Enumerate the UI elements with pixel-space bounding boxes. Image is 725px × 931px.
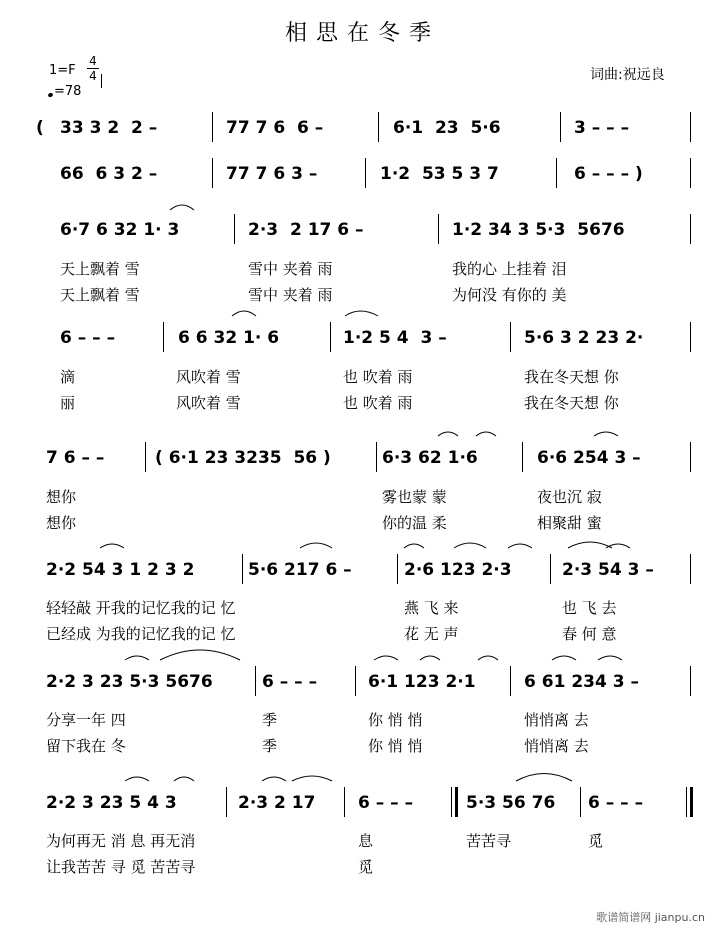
segment: 6 – – – bbox=[60, 328, 116, 348]
segment: ( bbox=[36, 118, 44, 138]
lyric: 风吹着 雪 bbox=[176, 368, 241, 386]
watermark: 歌谱简谱网 jianpu.cn bbox=[596, 911, 705, 924]
lyric: 天上飘着 雪 bbox=[60, 260, 140, 278]
segment: 5·3 56 76 bbox=[466, 793, 556, 813]
lyric: 想你 bbox=[46, 514, 77, 532]
lyric: 分享一年 四 bbox=[46, 711, 126, 729]
lyric: 也 飞 去 bbox=[562, 599, 617, 617]
lyric: 季 bbox=[262, 711, 278, 729]
segment: 5·6 3 2 23 2· bbox=[524, 328, 644, 348]
segment: ( 6·1 23 3235 56 ) bbox=[155, 448, 331, 468]
time-signature-bottom: 4 bbox=[89, 69, 97, 83]
lyric: 雪中 夹着 雨 bbox=[248, 260, 333, 278]
segment: 77 7 6 6 – bbox=[226, 118, 324, 138]
lyric: 悄悄离 去 bbox=[524, 737, 589, 755]
lyric: 我在冬天想 你 bbox=[524, 394, 619, 412]
segment: 6·3 62 1·6 bbox=[382, 448, 478, 468]
page-title: 相思在冬季 bbox=[284, 21, 440, 46]
lyric: 也 吹着 雨 bbox=[343, 368, 413, 386]
segment: 6·6 254 3 – bbox=[537, 448, 641, 468]
lyric: 你 悄 悄 bbox=[368, 711, 423, 729]
lyric: 燕 飞 来 bbox=[404, 599, 459, 617]
segment: 2·3 2 17 6 – bbox=[248, 220, 364, 240]
segment: 6 – – – bbox=[588, 793, 644, 813]
lyric: 丽 bbox=[60, 394, 76, 412]
lyric: 息 bbox=[358, 832, 374, 850]
segment: 77 7 6 3 – bbox=[226, 164, 318, 184]
segment: 1·2 5 4 3 – bbox=[343, 328, 447, 348]
lyric: 悄悄离 去 bbox=[524, 711, 589, 729]
segment: 6·7 6 32 1· 3 bbox=[60, 220, 180, 240]
tempo-value: =78 bbox=[54, 84, 82, 99]
segment: 2·2 3 23 5 4 3 bbox=[46, 793, 177, 813]
lyric: 留下我在 冬 bbox=[46, 737, 126, 755]
lyric: 为何没 有你的 美 bbox=[452, 286, 567, 304]
lyric: 觅 bbox=[588, 832, 604, 850]
lyric: 你 悄 悄 bbox=[368, 737, 423, 755]
segment: 5·6 217 6 – bbox=[248, 560, 352, 580]
lyric: 夜也沉 寂 bbox=[537, 488, 602, 506]
lyric: 让我苦苦 寻 觅 苦苦寻 bbox=[46, 858, 196, 876]
segment: 6 – – – bbox=[358, 793, 414, 813]
lyric: 春 何 意 bbox=[562, 625, 617, 643]
segment: 66 6 3 2 – bbox=[60, 164, 158, 184]
segment: 7 6 – – bbox=[46, 448, 105, 468]
segment: 2·2 54 3 1 2 3 2 bbox=[46, 560, 195, 580]
lyric: 雪中 夹着 雨 bbox=[248, 286, 333, 304]
lyric: 我在冬天想 你 bbox=[524, 368, 619, 386]
lyric: 为何再无 消 息 再无消 bbox=[46, 832, 196, 850]
lyric: 我的心 上挂着 泪 bbox=[452, 260, 567, 278]
lyric: 觅 bbox=[358, 858, 374, 876]
lyric: 风吹着 雪 bbox=[176, 394, 241, 412]
segment: 6 – – – ) bbox=[574, 164, 643, 184]
segment: 6·1 123 2·1 bbox=[368, 672, 476, 692]
segment: 3 – – – bbox=[574, 118, 630, 138]
lyric: 轻轻敲 开我的记忆我的记 忆 bbox=[46, 599, 236, 617]
key-signature: 1=F bbox=[49, 63, 76, 78]
segment: 33 3 2 2 – bbox=[60, 118, 158, 138]
segment: 2·2 3 23 5·3 5676 bbox=[46, 672, 213, 692]
segment: 2·3 54 3 – bbox=[562, 560, 654, 580]
segment: 2·6 123 2·3 bbox=[404, 560, 512, 580]
lyric: 花 无 声 bbox=[404, 625, 459, 643]
lyric: 已经成 为我的记忆我的记 忆 bbox=[46, 625, 236, 643]
time-signature-top: 4 bbox=[89, 54, 97, 68]
segment: 6 6 32 1· 6 bbox=[178, 328, 280, 348]
lyric: 相聚甜 蜜 bbox=[537, 514, 602, 532]
credit: 词曲:祝远良 bbox=[590, 67, 665, 83]
segment: 2·3 2 17 bbox=[238, 793, 316, 813]
lyric: 雾也蒙 蒙 bbox=[382, 488, 447, 506]
lyric: 想你 bbox=[46, 488, 77, 506]
lyric: 苦苦寻 bbox=[466, 832, 512, 850]
lyric: 你的温 柔 bbox=[382, 514, 447, 532]
lyric: 滴 bbox=[60, 368, 76, 386]
segment: 1·2 53 5 3 7 bbox=[380, 164, 499, 184]
segment: 1·2 34 3 5·3 5676 bbox=[452, 220, 625, 240]
lyric: 也 吹着 雨 bbox=[343, 394, 413, 412]
lyric: 天上飘着 雪 bbox=[60, 286, 140, 304]
segment: 6 – – – bbox=[262, 672, 318, 692]
segment: 6·1 23 5·6 bbox=[393, 118, 501, 138]
segment: 6 61 234 3 – bbox=[524, 672, 639, 692]
lyric: 季 bbox=[262, 737, 278, 755]
